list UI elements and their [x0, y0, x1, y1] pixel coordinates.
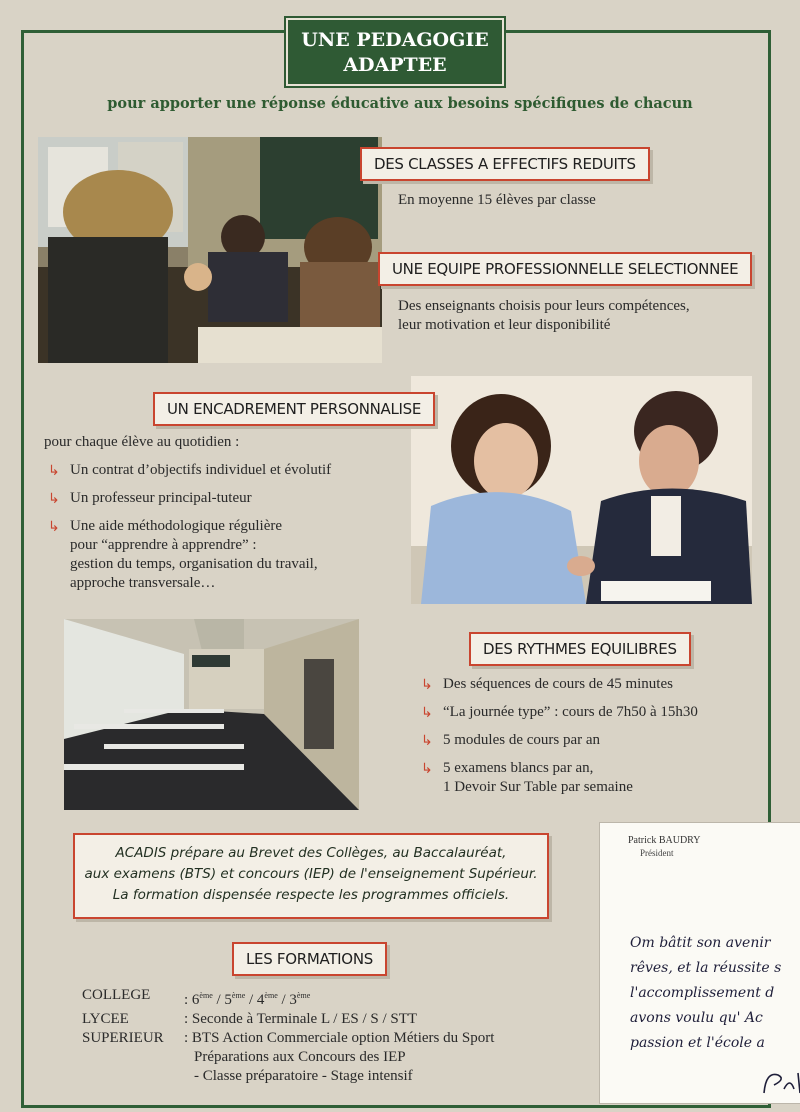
- superieur-label: SUPERIEUR: [82, 1030, 164, 1046]
- signature-icon: [760, 1067, 800, 1097]
- college-value: : 6ème / 5ème / 4ème / 3ème: [184, 991, 311, 1008]
- list-item: ↳ Un contrat d’objectifs individuel et évolutif: [48, 462, 332, 479]
- letter-name: Patrick BAUDRY: [628, 835, 701, 846]
- heading-equipe: UNE EQUIPE PROFESSIONNELLE SELECTIONNEE: [378, 252, 752, 286]
- title-line-2: ADAPTEE: [343, 54, 447, 76]
- president-letter: [599, 822, 800, 1104]
- acadis-line-1: ACADIS prépare au Brevet des Collèges, au Baccalauréat,: [115, 845, 507, 861]
- formations-list: [82, 986, 494, 1086]
- encadrement-intro: pour chaque élève au quotidien :: [44, 434, 240, 450]
- handwritten-text: Om bâtit son avenir rêves, et la réussite s l'accomplissement d avons voulu qu' Ac passion et l'école a: [630, 935, 782, 1051]
- superieur-line-2: Préparations aux Concours des IEP: [194, 1049, 406, 1065]
- acadis-box: [73, 833, 549, 919]
- college-label: COLLEGE: [82, 987, 151, 1003]
- superieur-line-3: - Classe préparatoire - Stage intensif: [194, 1068, 413, 1084]
- acadis-line-3: La formation dispensée respecte les programmes officiels.: [112, 887, 510, 903]
- list-item: ↳ Des séquences de cours de 45 minutes: [421, 676, 673, 693]
- arrow-icon: ↳: [48, 463, 60, 479]
- formation-row-superieur: [82, 1029, 494, 1048]
- list-item: ↳ Une aide méthodologique régulière pour “apprendre à apprendre” : gestion du temps, organisation du travail, approche transversale…: [48, 518, 318, 591]
- list-item: ↳ Un professeur principal-tuteur: [48, 490, 252, 507]
- acadis-line-2: aux examens (BTS) et concours (IEP) de l'enseignement Supérieur.: [84, 866, 538, 882]
- list-item: ↳ 5 modules de cours par an: [421, 732, 601, 749]
- heading-rythmes: DES RYTHMES EQUILIBRES: [469, 632, 691, 666]
- heading-classes: DES CLASSES A EFFECTIFS REDUITS: [360, 147, 650, 181]
- arrow-icon: ↳: [421, 761, 433, 777]
- title-line-1: UNE PEDAGOGIE: [301, 29, 489, 51]
- arrow-icon: ↳: [421, 705, 433, 721]
- page-title: [286, 18, 504, 86]
- arrow-icon: ↳: [48, 491, 60, 507]
- equipe-text-2: leur motivation et leur disponibilité: [398, 317, 611, 333]
- arrow-icon: ↳: [421, 733, 433, 749]
- classroom-photo: [38, 137, 382, 363]
- arrow-icon: ↳: [421, 677, 433, 693]
- arrow-icon: ↳: [48, 519, 60, 535]
- list-item: ↳ 5 examens blancs par an, 1 Devoir Sur Table par semaine: [421, 760, 633, 795]
- tutoring-photo: [411, 376, 752, 604]
- lycee-value: : Seconde à Terminale L / ES / S / STT: [184, 1011, 418, 1027]
- heading-formations: LES FORMATIONS: [232, 942, 387, 976]
- empty-classroom-photo: [64, 619, 359, 810]
- classes-text: En moyenne 15 élèves par classe: [398, 192, 596, 208]
- page-subtitle: pour apporter une réponse éducative aux besoins spécifiques de chacun: [107, 95, 693, 112]
- lycee-label: LYCEE: [82, 1011, 129, 1027]
- letter-role: Président: [640, 848, 674, 858]
- formation-row-college: [82, 986, 494, 1010]
- heading-encadrement: UN ENCADREMENT PERSONNALISE: [153, 392, 435, 426]
- equipe-text-1: Des enseignants choisis pour leurs compétences,: [398, 298, 690, 314]
- superieur-value: : BTS Action Commerciale option Métiers du Sport: [184, 1030, 495, 1046]
- list-item: ↳ “La journée type” : cours de 7h50 à 15h30: [421, 704, 698, 721]
- formation-row-lycee: [82, 1010, 494, 1029]
